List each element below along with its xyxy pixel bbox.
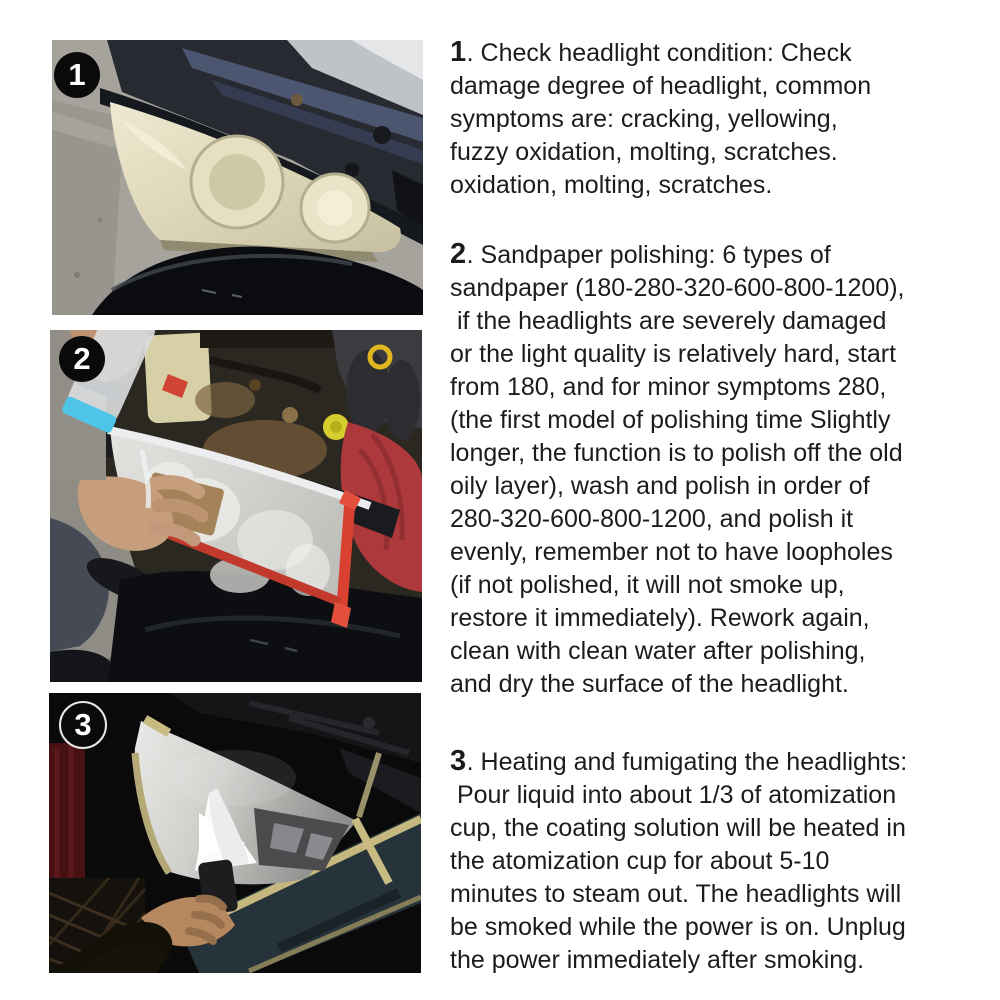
steam-glow [172,750,296,806]
step-2-number: 2 [450,238,467,270]
instruction-line: (the first model of polishing time Slightly [450,406,891,434]
step-1-badge: 1 [54,52,100,98]
instruction-text: . Heating and fumigating the headlights: [466,748,908,776]
instruction-line: longer, the function is to polish off the old [450,439,903,467]
instruction-line [450,238,998,272]
instruction-line: (if not polished, it will not smoke up, [450,571,845,599]
photo-step-2-illustration [50,330,422,682]
instruction-line: 280-320-600-800-1200, and polish it [450,505,854,533]
instruction-line [450,36,998,70]
instruction-line: oily layer), wash and polish in order of [450,472,870,500]
photo-step-2-sanding-headlight [50,330,422,682]
instruction-line: minutes to steam out. The headlights will [450,880,902,908]
instruction-line: if the headlights are severely damaged [450,307,887,335]
instruction-line: clean with clean water after polishing, [450,637,866,665]
step-2-instructions [450,238,998,701]
photo-step-1-illustration [52,40,423,315]
step-3-instructions [450,745,998,977]
photo-step-1-yellowed-headlight [52,40,423,315]
instruction-line: restore it immediately). Rework again, [450,604,870,632]
instruction-text: . Check headlight condition: Check [466,39,852,67]
instruction-line: the atomization cup for about 5-10 [450,847,830,875]
instruction-line: symptoms are: cracking, yellowing, [450,105,838,133]
instruction-line: fuzzy oxidation, molting, scratches. [450,138,838,166]
instruction-line: Pour liquid into about 1/3 of atomization [450,781,897,809]
instruction-line: the power immediately after smoking. [450,946,865,974]
step-3-number: 3 [450,745,467,777]
instruction-line: from 180, and for minor symptoms 280, [450,373,887,401]
photo-step-3-steaming-headlight [49,693,421,973]
instruction-line: sandpaper (180-280-320-600-800-1200), [450,274,905,302]
instruction-line: or the light quality is relatively hard, start [450,340,897,368]
instruction-line: damage degree of headlight, common [450,72,872,100]
instruction-line [450,745,998,779]
step-3-badge: 3 [59,701,107,749]
instruction-line: oxidation, molting, scratches. [450,171,773,199]
step-1-instructions [450,36,998,202]
step-2-badge: 2 [59,336,105,382]
instruction-line: be smoked while the power is on. Unplug [450,913,906,941]
instruction-line: and dry the surface of the headlight. [450,670,849,698]
instruction-text: . Sandpaper polishing: 6 types of [466,241,831,269]
instruction-line: cup, the coating solution will be heated in [450,814,906,842]
step-1-number: 1 [450,36,467,68]
instruction-line: evenly, remember not to have loopholes [450,538,893,566]
